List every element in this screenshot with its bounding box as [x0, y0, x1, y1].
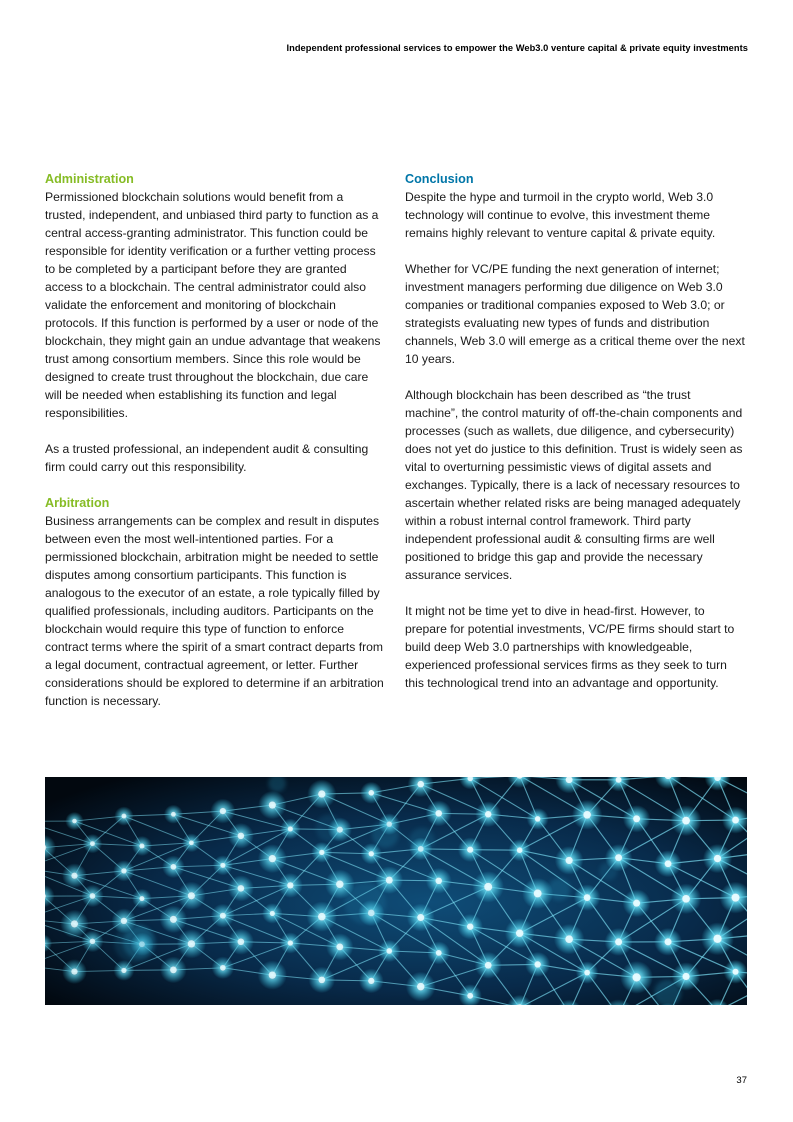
arbitration-paragraph-1: Business arrangements can be complex and result in disputes between even the most well-intentioned parties. For a permissioned blockchain, arbitration might be needed to settle disputes among consortium participants. This function is analogous to the executor of an estate, a role typically filled by qualified professionals, including auditors. Participants on the blockchain would require this type of function to enforce contract terms where the spirit of a smart contract departs from a legal document, contractual agreement, or letter. Further considerations should be explored to determine if an arbitration function is necessary.: [45, 514, 384, 708]
network-node: [238, 938, 245, 945]
network-node: [435, 810, 442, 817]
network-node: [139, 843, 144, 848]
network-node: [319, 977, 326, 984]
network-node: [682, 973, 689, 980]
network-node: [188, 940, 195, 947]
conclusion-heading: Conclusion: [405, 172, 474, 186]
network-node: [90, 939, 95, 944]
network-node: [665, 860, 672, 867]
network-node: [633, 900, 640, 907]
network-node: [288, 940, 293, 945]
network-node: [170, 967, 177, 974]
network-node: [467, 847, 473, 853]
network-node: [517, 847, 523, 853]
network-node: [189, 840, 194, 845]
network-node: [238, 833, 244, 839]
network-node: [633, 973, 641, 981]
network-graphic: [45, 777, 747, 1005]
network-node: [566, 857, 573, 864]
network-node: [90, 893, 96, 899]
network-node: [170, 916, 177, 923]
network-node: [616, 777, 622, 783]
network-node: [713, 935, 721, 943]
network-node: [72, 819, 77, 824]
network-node: [121, 968, 126, 973]
network-node: [188, 892, 195, 899]
network-node: [732, 817, 739, 824]
network-node: [318, 790, 325, 797]
network-node: [534, 890, 542, 898]
network-node: [633, 815, 640, 822]
network-node: [467, 923, 473, 929]
network-node: [171, 812, 176, 817]
network-node: [368, 978, 374, 984]
network-bokeh: [123, 926, 155, 958]
conclusion-paragraph-2: Whether for VC/PE funding the next generation of internet; investment managers performing due diligence on Web 3.0 companies or traditional companies exposed to Web 3.0; or strategists evaluating new types of funds and distribution channels, Web 3.0 will emerge as a critical theme over the next 10 years.: [405, 262, 745, 366]
running-header: Independent professional services to empower the Web3.0 venture capital & private equity investments: [286, 43, 748, 53]
network-node: [369, 790, 375, 796]
network-node: [732, 894, 740, 902]
network-node: [336, 943, 343, 950]
administration-heading: Administration: [45, 172, 134, 186]
network-node: [584, 970, 590, 976]
network-node: [714, 855, 721, 862]
network-node: [535, 816, 540, 821]
network-node: [270, 911, 275, 916]
network-node: [71, 920, 78, 927]
network-node: [269, 855, 276, 862]
network-bokeh: [345, 883, 386, 924]
network-node: [220, 965, 226, 971]
network-node: [220, 808, 226, 814]
network-node: [369, 851, 374, 856]
network-bokeh: [409, 828, 435, 854]
network-node: [269, 801, 276, 808]
network-node: [516, 929, 523, 936]
network-node: [615, 854, 622, 861]
network-node: [485, 811, 491, 817]
network-node: [336, 881, 343, 888]
conclusion-section: [405, 170, 747, 692]
network-node: [417, 914, 424, 921]
network-node: [90, 841, 95, 846]
network-node: [220, 863, 225, 868]
conclusion-paragraph-3: Although blockchain has been described as “the trust machine”, the control maturity of off-the-chain components and processes (such as wallets, due diligence, and cybersecurity) does not yet do justice to this definition. Trust is widely seen as vital to overturning pessimistic views of digital assets and exchanges. Typically, there is a lack of necessary resources to ascertain whether related risks are being managed adequately within a robust internal control framework. Third party independent professional audit & consulting firms are well positioned to bridge this gap and provide the necessary assurance services.: [405, 388, 743, 582]
network-node: [171, 864, 177, 870]
network-node: [287, 882, 293, 888]
administration-paragraph-1: Permissioned blockchain solutions would benefit from a trusted, independent, and unbiased third party to function as a central access-granting administrator. This function could be responsible for identity verification or a further vetting process to be completed by a participant before they are granted access to a blockchain. The central administrator could also validate the enforcement and monitoring of blockchain protocols. If this function is performed by a user or node of the blockchain, they might gain an undue advantage that weakens trust among consortium members. Since this role would be designed to create trust throughout the blockchain, due care will be needed when establishing its function and legal responsibilities.: [45, 190, 381, 420]
network-node: [583, 811, 591, 819]
network-node: [665, 938, 672, 945]
network-bokeh: [372, 821, 399, 848]
network-node: [220, 913, 226, 919]
network-node: [417, 781, 424, 788]
network-node: [615, 938, 622, 945]
network-node: [71, 873, 77, 879]
network-node: [121, 918, 127, 924]
arbitration-section: [45, 494, 387, 710]
network-node: [417, 983, 424, 990]
network-node: [436, 878, 442, 884]
network-node: [318, 913, 326, 921]
network-node: [467, 993, 473, 999]
network-node: [682, 817, 690, 825]
network-node: [584, 894, 591, 901]
network-node: [122, 814, 127, 819]
network-node: [269, 971, 276, 978]
network-node: [535, 961, 541, 967]
network-node: [121, 868, 126, 873]
network-bokeh: [548, 878, 570, 900]
arbitration-heading: Arbitration: [45, 496, 110, 510]
conclusion-paragraph-4: It might not be time yet to dive in head-first. However, to prepare for potential investments, VC/PE firms should start to build deep Web 3.0 partnerships with knowledgeable, experienced professional services firms as they seek to turn this technological trend into an advantage and opportunity.: [405, 604, 735, 690]
page-number: 37: [736, 1075, 747, 1086]
administration-paragraph-2: As a trusted professional, an independent audit & consulting firm could carry out this responsibility.: [45, 442, 369, 474]
network-node: [238, 885, 245, 892]
network-bokeh: [316, 814, 343, 841]
network-node: [139, 896, 144, 901]
network-node: [319, 850, 324, 855]
network-node: [484, 883, 492, 891]
network-bokeh: [599, 862, 617, 880]
network-node: [288, 826, 293, 831]
administration-section: [45, 170, 387, 476]
network-node: [386, 877, 393, 884]
right-column: [405, 170, 747, 710]
network-node: [733, 969, 739, 975]
left-column: [45, 170, 387, 728]
network-node: [71, 968, 77, 974]
network-node: [485, 962, 492, 969]
network-node: [386, 948, 392, 954]
blockchain-network-image: [45, 777, 747, 1005]
network-node: [565, 935, 573, 943]
conclusion-paragraph-1: Despite the hype and turmoil in the crypto world, Web 3.0 technology will continue to evolve, this investment theme remains highly relevant to venture capital & private equity.: [405, 190, 716, 240]
network-node: [436, 950, 442, 956]
network-node: [682, 895, 690, 903]
